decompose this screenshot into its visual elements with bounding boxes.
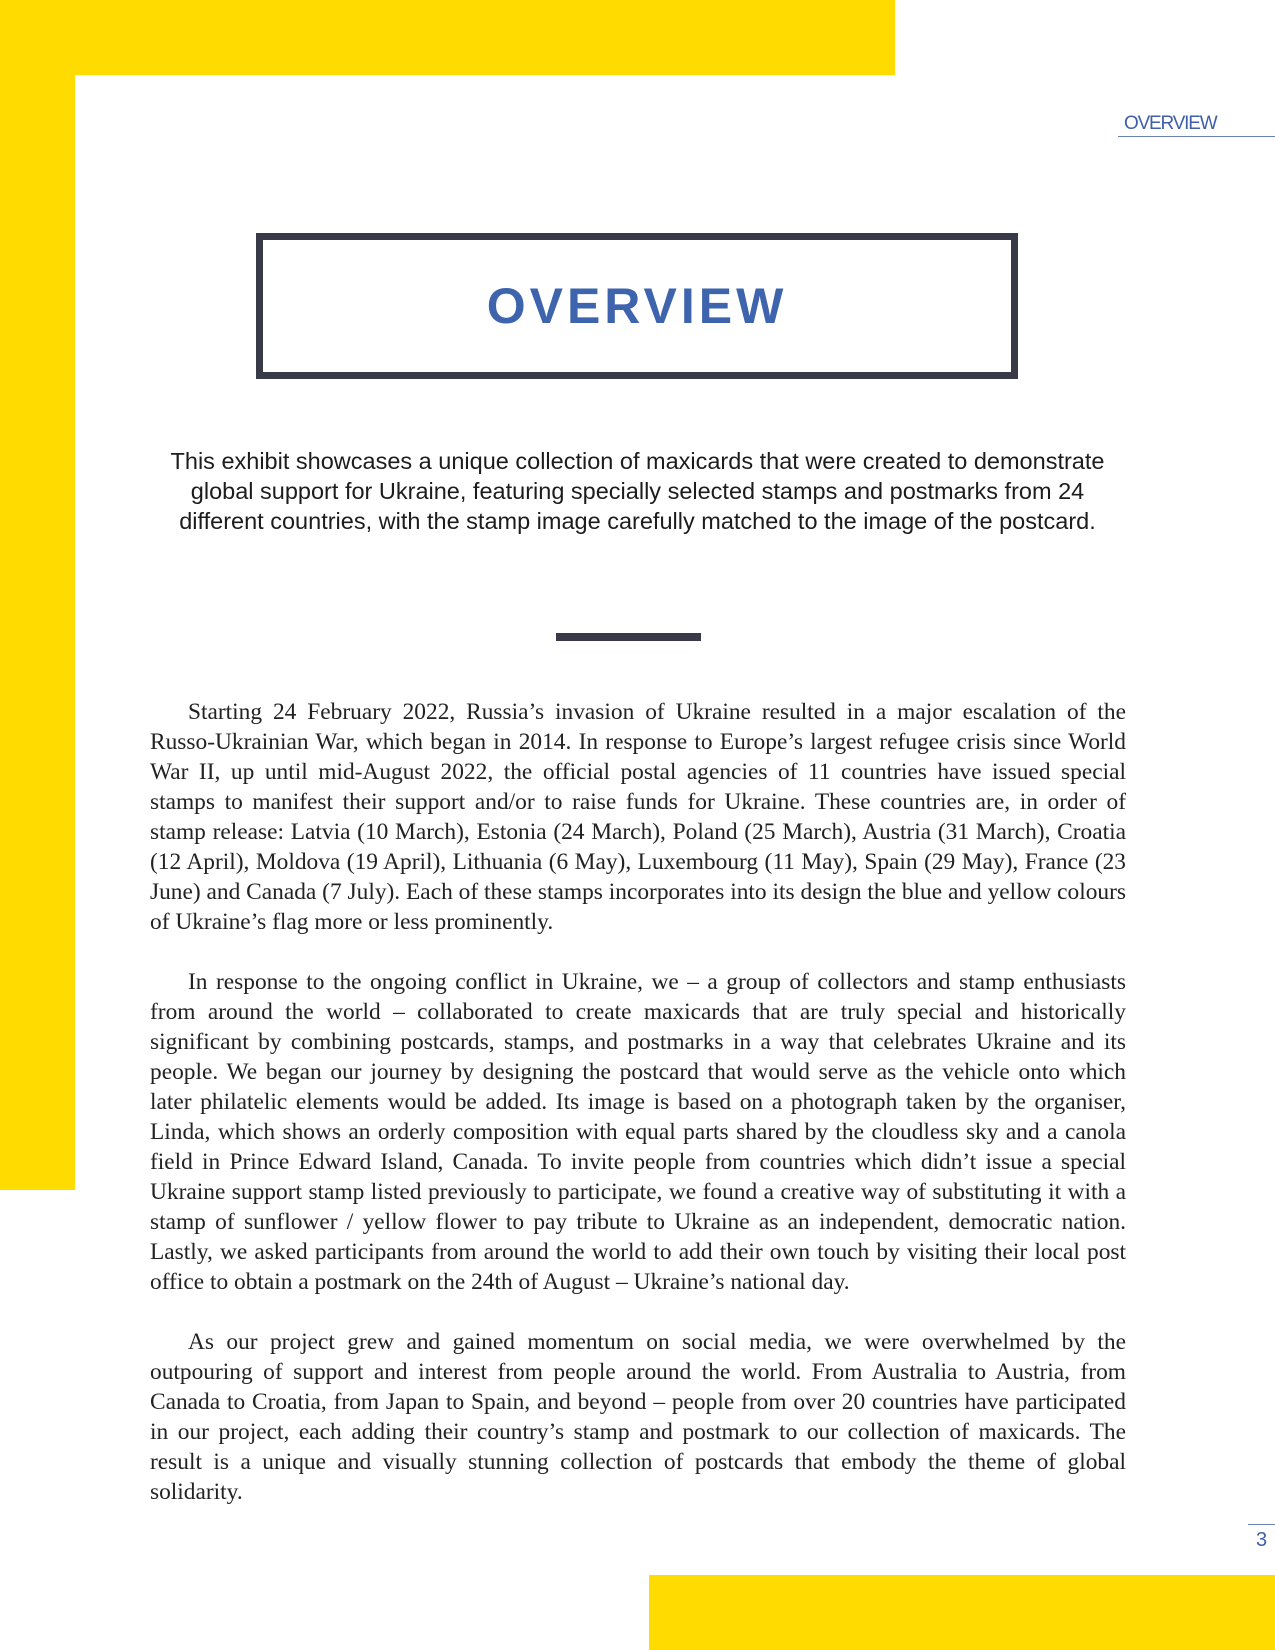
section-divider xyxy=(556,633,701,641)
body-paragraph-2: In response to the ongoing conflict in Ukraine, we – a group of collectors and stamp enthusiasts from around the world – collaborated to create maxicards that are truly special and historically significant by combining postcards, stamps, and postmarks in a way that celebrates Ukraine and its people. We began our journey by designing the postcard that would serve as the vehicle onto which later philatelic elements would be added. Its image is based on a photograph taken by the organiser, Linda, which shows an orderly composition with equal parts shared by the cloudless sky and a canola field in Prince Edward Island, Canada. To invite people from countries which didn’t issue a special Ukraine support stamp listed previously to participate, we found a creative way of substituting it with a stamp of sunflower / yellow flower to pay tribute to Ukraine as an independent, democratic nation. Lastly, we asked participants from around the world to add their own touch by visiting their local post office to obtain a postmark on the 24th of August – Ukraine’s national day. xyxy=(150,969,1126,1295)
title-frame xyxy=(256,233,1018,379)
decorative-yellow-band-top xyxy=(0,0,895,75)
page-number: 3 xyxy=(1248,1524,1275,1551)
body-text xyxy=(150,697,1126,1537)
intro-text: This exhibit showcases a unique collection of maxicards that were created to demonstrate global support for Ukraine, featuring specially selected stamps and postmarks from 24 different countries, with the stamp image carefully matched to the image of the postcard. xyxy=(170,448,1105,534)
body-paragraph-3: As our project grew and gained momentum on social media, we were overwhelmed by the outpouring of support and interest from people around the world. From Australia to Austria, from Canada to Croatia, from Japan to Spain, and beyond – people from over 20 countries have participated in our project, each adding their country’s stamp and postmark to our collection of maxicards. The result is a unique and visually stunning collection of postcards that embody the theme of global solidarity. xyxy=(150,1329,1126,1505)
running-header: OVERVIEW xyxy=(1118,113,1275,137)
body-paragraph-1: Starting 24 February 2022, Russia’s invasion of Ukraine resulted in a major escalation of the Russo-Ukrainian War, which began in 2014. In response to Europe’s largest refugee crisis since World War II, up until mid-August 2022, the official postal agencies of 11 countries have issued special stamps to manifest their support and/or to raise funds for Ukraine. These countries are, in order of stamp release: Latvia (10 March), Estonia (24 March), Poland (25 March), Austria (31 March), Croatia (12 April), Moldova (19 April), Lithuania (6 May), Luxembourg (11 May), Spain (29 May), France (23 June) and Canada (7 July). Each of these stamps incorporates into its design the blue and yellow colours of Ukraine’s flag more or less prominently. xyxy=(150,699,1126,935)
decorative-yellow-band-left xyxy=(0,0,75,1190)
page-title: OVERVIEW xyxy=(486,278,788,334)
decorative-yellow-band-bottom xyxy=(649,1575,1275,1650)
